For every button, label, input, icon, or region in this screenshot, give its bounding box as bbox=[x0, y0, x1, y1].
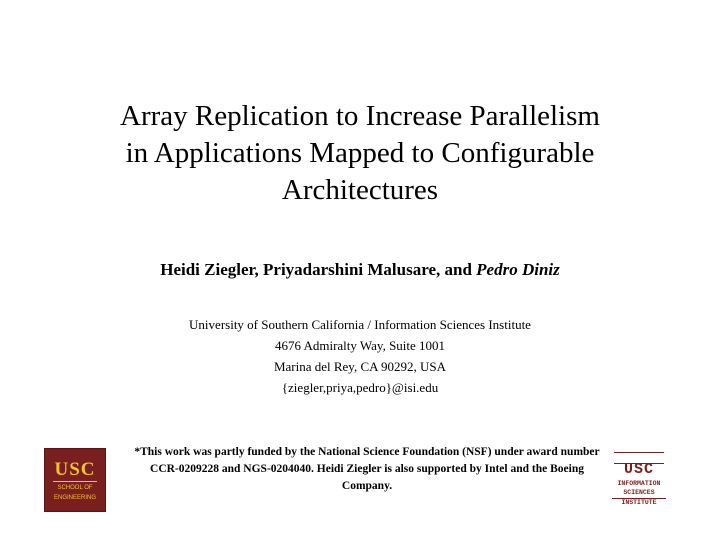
usc-engineering-logo bbox=[44, 448, 106, 512]
affiliation-line-3: Marina del Rey, CA 90292, USA bbox=[273, 359, 447, 374]
logo-left-mark: USC bbox=[54, 459, 96, 480]
title-line-1: Array Replication to Increase Parallelism bbox=[120, 100, 600, 132]
logo-right-mark: USC bbox=[623, 461, 654, 478]
title-line-3: Architectures bbox=[281, 174, 439, 206]
author-list bbox=[40, 258, 680, 282]
authors-italic: Pedro Diniz bbox=[476, 260, 560, 279]
affiliation-line-1: University of Southern California / Information Sciences Institute bbox=[189, 317, 531, 332]
logo-right-line-2: SCIENCES bbox=[623, 489, 655, 496]
slide-title bbox=[40, 98, 680, 209]
affiliation-line-2: 4676 Admiralty Way, Suite 1001 bbox=[274, 338, 446, 353]
affiliation-block bbox=[40, 314, 680, 398]
logo-right-line-1: INFORMATION bbox=[617, 480, 661, 487]
funding-footnote: *This work was partly funded by the National Science Foundation (NSF) under award number CCR-0209228 and NGS-0204040. Heidi Ziegler is also supported by Intel and the Boeing Company. bbox=[134, 446, 600, 492]
logo-left-line-2: ENGINEERING bbox=[53, 495, 96, 501]
affiliation-email: {ziegler,priya,pedro}@isi.edu bbox=[281, 380, 439, 395]
title-line-2: in Applications Mapped to Configurable bbox=[125, 137, 595, 169]
logo-right-line-3: INSTITUTE bbox=[612, 498, 666, 507]
usc-isi-logo bbox=[612, 452, 666, 508]
logo-left-line-1: SCHOOL OF bbox=[57, 485, 93, 491]
logo-left-rule bbox=[53, 481, 97, 482]
authors-plain: Heidi Ziegler, Priyadarshini Malusare, and bbox=[160, 260, 477, 279]
